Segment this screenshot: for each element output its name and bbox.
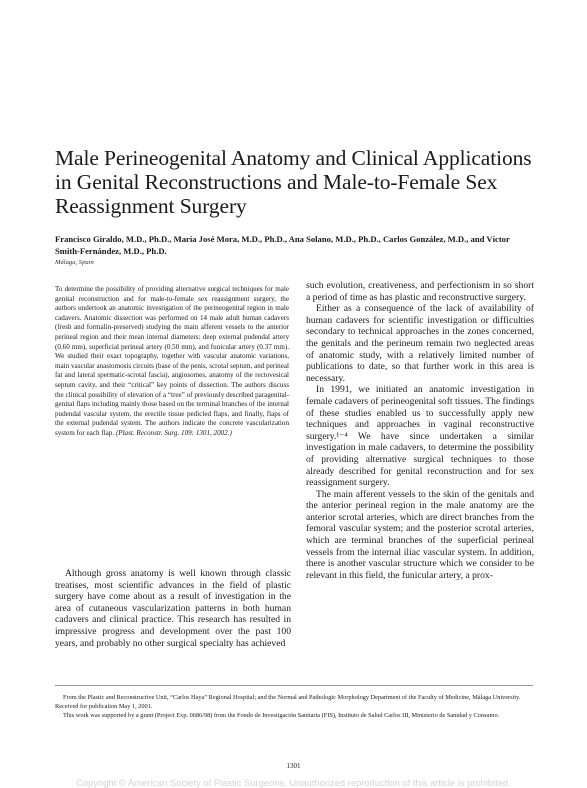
abstract: [55, 285, 289, 439]
footnote-divider: [55, 685, 533, 686]
footnotes: [55, 694, 533, 722]
body-paragraph: such evolution, creativeness, and perfectionism in so short a period of time as has plastic and reconstructive surgery.: [306, 280, 534, 303]
footnote-affiliation: From the Plastic and Reconstructive Unit, “Carlos Haya” Regional Hospital; and the Normal and Pathologic Morphology Department of the Faculty of Medicine, Málaga University. Received for publication May 1, 2001.: [55, 694, 521, 710]
body-paragraph: Although gross anatomy is well known through classic treatises, most scientific advances in the field of plastic surgery have come about as a result of investigation in the area of cutaneous vascularization patterns in both human cadavers and clinical practice. This research has resulted in impressive progress and development over the past 100 years, and probably no other surgical specialty has achieved: [55, 568, 291, 649]
footnote-funding: This work was supported by a grant (Project Exp. 0686/98) from the Fondo de Investigación Sanitaria (FIS), Instituto de Salud Carlos III, Ministerio de Sanidad y Consumo.: [63, 712, 500, 719]
page-number: 1301: [286, 762, 301, 770]
body-paragraph: Either as a consequence of the lack of availability of human cadavers for scientific investigation or difficulties secondary to technical approaches in the zones concerned, the genitals and the perineum remain two neglected areas of anatomic study, with a relatively limited number of publications to date, so that further work in this area is necessary.: [306, 303, 534, 384]
author-list: Francisco Giraldo, M.D., Ph.D., María José Mora, M.D., Ph.D., Ana Solano, M.D., Ph.D., Carlos González, M.D., and Víctor Smith-Fernández, M.D., Ph.D.: [55, 234, 510, 256]
right-column-body: [306, 280, 534, 581]
left-column-body: [55, 568, 291, 649]
copyright-notice: Copyright © American Society of Plastic Surgeons. Unauthorized reproduction of this article is prohibited.: [76, 777, 511, 788]
author-location: Málaga, Spain: [55, 259, 94, 266]
abstract-citation: (Plast. Reconstr. Surg. 109: 1301, 2002.): [115, 428, 232, 437]
body-paragraph: In 1991, we initiated an anatomic investigation in female cadavers of perineogenital soft tissues. The findings of these studies enabled us to successfully apply new techniques and approaches in vaginal reconstructive surgery.¹⁻⁴ We have since undertaken a similar investigation in male cadavers, to determine the possibility of providing alternative surgical techniques to those already described for genital reconstruction and for sex reassignment surgery.: [306, 384, 534, 489]
article-title: Male Perineogenital Anatomy and Clinical Applications in Genital Reconstructions and Male-to-Female Sex Reassignment Surgery: [55, 146, 532, 218]
body-paragraph: The main afferent vessels to the skin of the genitals and the anterior perineal region in the male anatomy are the anterior scrotal arteries, which are direct branches from the femoral vascular system; and the posterior scrotal arteries, which are terminal branches of the superficial perineal vessels from the internal iliac vascular system. In addition, there is another vascular structure which we consider to be relevant in this field, the funicular artery, a prox-: [306, 488, 534, 581]
abstract-text: To determine the possibility of providing alternative surgical techniques for male genital reconstruction and for male-to-female sex reassignment surgery, the authors undertook an anatomic investigation of the perineogenital region in male cadavers. Anatomic dissection was performed on 14 male adult human cadavers (fresh and formalin-preserved) studying the main afferent vessels to the anterior perineal region and their mean internal diameters: deep external pudendal artery (0.60 mm), superficial perineal artery (0.50 mm), and funicular artery (0.37 mm). We studied their exact topography, together with vascular anatomic variations, main vascular anastomosis circuits (base of the penis, scrotal septum, and perineal fat and lateral spermatic-scrotal fascia), angiosomes, anatomy of the rectovesical septum cavity, and their “critical” key points of dissection. The authors discuss the clinical possibility of elevation of a “tree” of previously described paragenital-genital flaps including mainly those based on the terminal branches of the internal pudendal vascular system, the erectile tissue pedicled flaps, and finally, flaps of the external pudendal system. The authors indicate the concrete vascularization system for each flap.: [55, 285, 289, 437]
